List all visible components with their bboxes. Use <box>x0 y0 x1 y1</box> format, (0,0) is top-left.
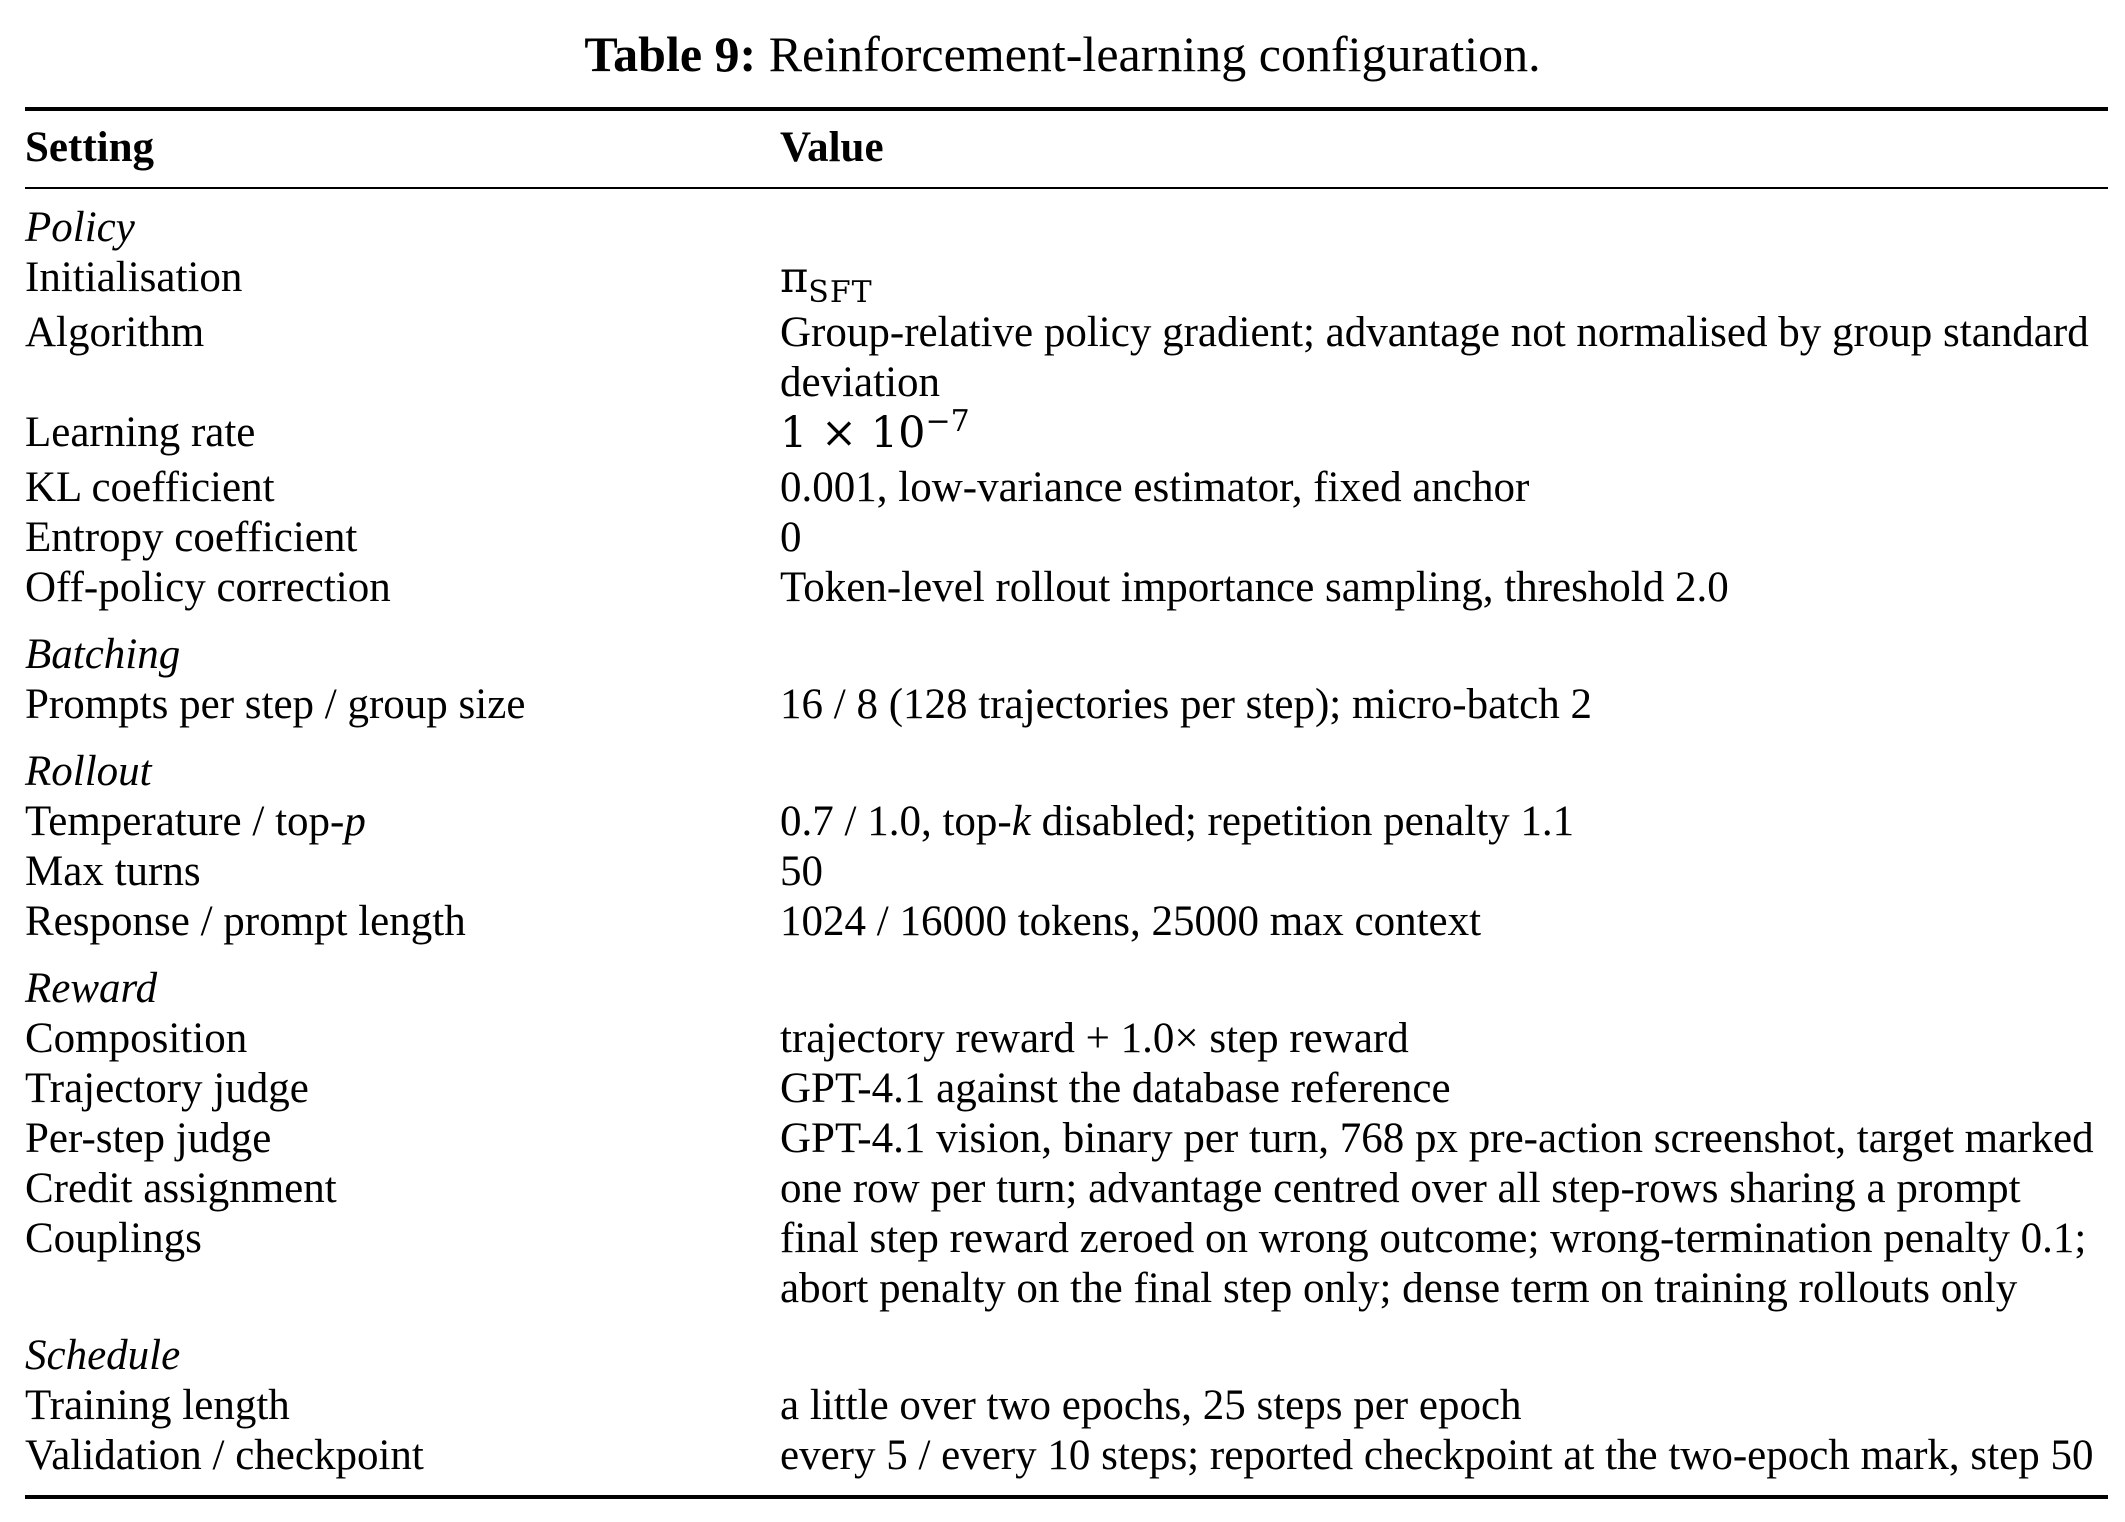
table-row <box>25 463 2115 513</box>
value-line: 16 / 8 (128 trajectories per step); micro-batch 2 <box>780 681 1592 728</box>
value-line: trajectory reward + 1.0× step reward <box>780 1015 1409 1062</box>
setting-cell: Initialisation <box>25 254 243 301</box>
section-title: Reward <box>25 965 158 1012</box>
setting-cell: Entropy coefficient <box>25 514 358 561</box>
value-line: a little over two epochs, 25 steps per epoch <box>780 1382 1522 1429</box>
value-line <box>780 797 2115 847</box>
value-line: GPT-4.1 vision, binary per turn, 768 px pre-action screenshot, target marked <box>780 1115 2094 1162</box>
value-cell <box>780 797 2115 847</box>
table-row <box>25 253 2115 308</box>
setting-math: p <box>344 798 366 845</box>
section-title: Schedule <box>25 1332 181 1379</box>
value-line: deviation <box>780 359 941 406</box>
table-row <box>25 797 2115 847</box>
value-cell <box>780 1381 2115 1431</box>
value-line <box>780 404 2115 463</box>
section-rollout <box>25 747 2115 947</box>
value-cell <box>780 1214 2115 1314</box>
table-row <box>25 680 2115 730</box>
setting-cell: Prompts per step / group size <box>25 681 526 728</box>
value-line: Group-relative policy gradient; advantage not normalised by group standard <box>780 309 2089 356</box>
value-base: 1 × 10 <box>780 408 926 458</box>
table-row <box>25 1214 2115 1314</box>
value-cell <box>780 563 2115 613</box>
setting-cell <box>25 797 780 847</box>
value-subscript: SFT <box>808 275 873 310</box>
value-text: 0.7 / 1.0, top- <box>780 798 1012 845</box>
setting-cell: Response / prompt length <box>25 898 466 945</box>
section-reward <box>25 964 2115 1314</box>
section-title: Policy <box>25 204 135 251</box>
value-cell <box>780 1114 2115 1164</box>
section-schedule <box>25 1331 2115 1481</box>
section-policy <box>25 203 2115 613</box>
table-row <box>25 308 2115 408</box>
value-line: one row per turn; advantage centred over all step-rows sharing a prompt <box>780 1165 2021 1212</box>
value-cell <box>780 847 2115 897</box>
table-row <box>25 1164 2115 1214</box>
value-line: 1024 / 16000 tokens, 25000 max context <box>780 898 1482 945</box>
table-row <box>25 563 2115 613</box>
value-line: Token-level rollout importance sampling, threshold 2.0 <box>780 564 1729 611</box>
table-row <box>25 1014 2115 1064</box>
value-cell <box>780 463 2115 513</box>
value-cell <box>780 1164 2115 1214</box>
section-batching <box>25 630 2115 730</box>
header-rule <box>25 187 2108 189</box>
value-line: 50 <box>780 848 823 895</box>
table-caption-label: Table 9: <box>584 26 757 82</box>
value-cell <box>780 897 2115 947</box>
value-line: every 5 / every 10 steps; reported checkpoint at the two-epoch mark, step 50 <box>780 1432 2094 1479</box>
value-cell <box>780 1431 2115 1481</box>
table-row <box>25 404 2115 463</box>
header-value: Value <box>780 124 884 171</box>
header-setting: Setting <box>25 124 154 171</box>
setting-cell: Trajectory judge <box>25 1065 309 1112</box>
value-cell <box>780 1014 2115 1064</box>
section-title: Batching <box>25 631 181 678</box>
table-row <box>25 847 2115 897</box>
table-body <box>25 203 2115 1498</box>
setting-cell: Per-step judge <box>25 1115 272 1162</box>
value-line: GPT-4.1 against the database reference <box>780 1065 1451 1112</box>
table-row <box>25 1114 2115 1164</box>
value-cell <box>780 308 2115 408</box>
value-cell <box>780 680 2115 730</box>
setting-cell: KL coefficient <box>25 464 275 511</box>
setting-cell: Composition <box>25 1015 248 1062</box>
value-text: disabled; repetition penalty 1.1 <box>1030 798 1575 845</box>
setting-cell: Couplings <box>25 1215 202 1262</box>
table-row <box>25 1064 2115 1114</box>
table-caption <box>0 22 2125 86</box>
setting-text: Temperature / top- <box>25 798 345 845</box>
pi-symbol: π <box>780 253 809 303</box>
setting-cell: Max turns <box>25 848 201 895</box>
value-cell <box>780 253 2115 308</box>
setting-cell: Off-policy correction <box>25 564 391 611</box>
value-cell <box>780 404 2115 463</box>
value-line: 0 <box>780 514 802 561</box>
section-title: Rollout <box>25 748 152 795</box>
value-cell <box>780 1064 2115 1114</box>
value-math: k <box>1011 798 1031 845</box>
value-line <box>780 253 2115 308</box>
table-row <box>25 1431 2115 1481</box>
table-row <box>25 1381 2115 1431</box>
value-line: abort penalty on the final step only; dense term on training rollouts only <box>780 1265 2018 1312</box>
setting-cell: Training length <box>25 1382 290 1429</box>
bottom-rule <box>25 1495 2108 1499</box>
table-row <box>25 897 2115 947</box>
setting-cell: Learning rate <box>25 409 256 456</box>
table-caption-text: Reinforcement-learning configuration. <box>768 26 1541 82</box>
top-rule <box>25 107 2108 111</box>
value-line: final step reward zeroed on wrong outcome; wrong-termination penalty 0.1; <box>780 1215 2087 1262</box>
setting-cell: Validation / checkpoint <box>25 1432 424 1479</box>
value-line: 0.001, low-variance estimator, fixed anchor <box>780 464 1530 511</box>
setting-cell: Credit assignment <box>25 1165 337 1212</box>
setting-cell: Algorithm <box>25 309 205 356</box>
value-cell <box>780 513 2115 563</box>
table-row <box>25 513 2115 563</box>
value-exponent: −7 <box>925 404 970 439</box>
